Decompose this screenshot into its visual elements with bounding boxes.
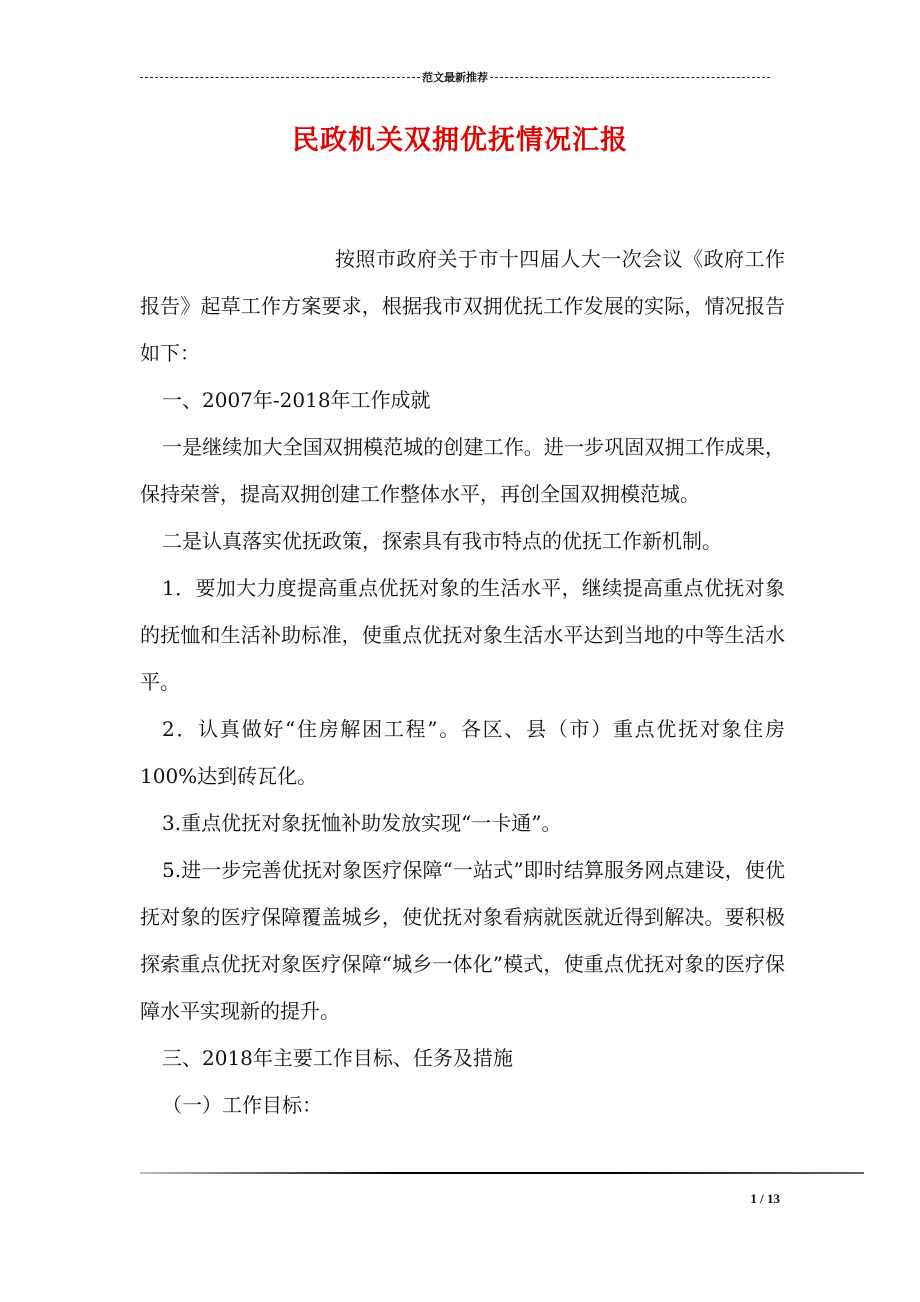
header-label: 范文最新推荐 — [422, 71, 488, 84]
header-dash-right — [490, 77, 770, 78]
paragraph-point-3: 3.重点优抚对象抚恤补助发放实现“一卡通”。 — [162, 811, 562, 835]
subsection-heading-targets: （一）工作目标： — [162, 1093, 322, 1117]
paragraph-item-1: 一是继续加大全国双拥模范城的创建工作。进一步巩固双拥工作成果，保持荣誉，提高双拥创建工作整体水平，再创全国双拥模范城。 — [140, 435, 785, 506]
footer-rule — [140, 1172, 864, 1174]
paragraph-point-1: 1．要加大力度提高重点优抚对象的生活水平，继续提高重点优抚对象的抚恤和生活补助标准，使重点优抚对象生活水平达到当地的中等生活水平。 — [140, 576, 785, 694]
section-heading-achievements: 一、2007年-2018年工作成就 — [162, 388, 431, 412]
section-heading-goals: 三、2018年主要工作目标、任务及措施 — [162, 1046, 513, 1070]
page-header — [140, 68, 770, 86]
page-number: 1 / 13 — [750, 1191, 780, 1206]
paragraph-point-5: 5.进一步完善优抚对象医疗保障“一站式”即时结算服务网点建设，使优抚对象的医疗保障覆盖城乡，使优抚对象看病就医就近得到解决。要积极探索重点优抚对象医疗保障“城乡一体化”模式，使重点优抚对象的医疗保障水平实现新的提升。 — [140, 858, 785, 1023]
paragraph-item-2: 二是认真落实优抚政策，探索具有我市特点的优抚工作新机制。 — [162, 529, 722, 553]
paragraph-point-2: 2．认真做好“住房解困工程”。各区、县（市）重点优抚对象住房100%达到砖瓦化。 — [140, 717, 785, 788]
header-dash-left — [140, 77, 420, 78]
document-title: 民政机关双拥优抚情况汇报 — [292, 125, 628, 156]
intro-paragraph: 按照市政府关于市十四届人大一次会议《政府工作报告》起草工作方案要求，根据我市双拥优抚工作发展的实际，情况报告如下： — [140, 247, 785, 365]
document-body — [140, 236, 785, 1129]
